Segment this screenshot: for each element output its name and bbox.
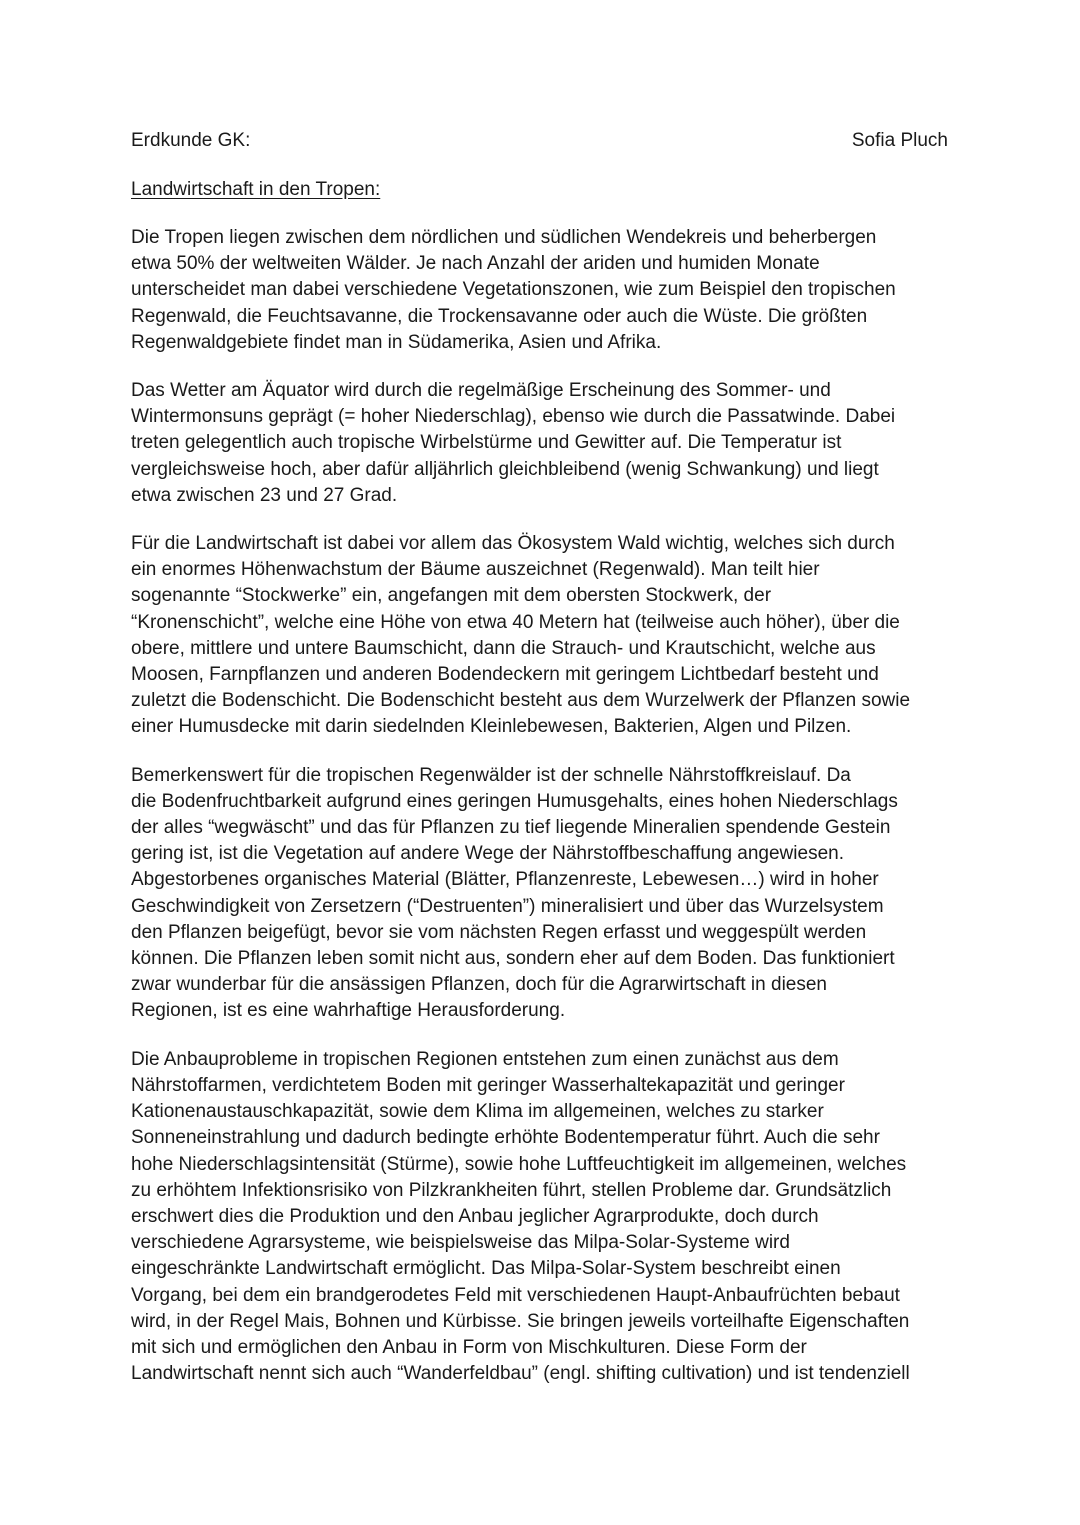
- paragraph-nutrient-cycle: Bemerkenswert für die tropischen Regenwälder ist der schnelle Nährstoffkreislauf. Da die Bodenfruchtbarkeit aufgrund eines geringen Humusgehalts, eines hohen Niederschlags der alles “wegwäscht” und das für Pflanzen zu tief liegende Mineralien spendende Gestein gering ist, ist die Vegetation auf andere Wege der Nährstoffbeschaffung angewiesen. Abgestorbenes organisches Material (Blätter, Pflanzenreste, Lebewesen…) wird in hoher Geschwindigkeit von Zersetzern (“Destruenten”) mineralisiert und über das Wurzelsystem den Pflanzen beigefügt, bevor sie vom nächsten Regen erfasst und weggespült werden können. Die Pflanzen leben somit nicht aus, sondern eher auf dem Boden. Das funktioniert zwar wunderbar für die ansässigen Pflanzen, doch für die Agrarwirtschaft in diesen Regionen, ist es eine wahrhaftige Herausforderung.: [131, 764, 898, 1022]
- paragraph-cultivation-problems: Die Anbauprobleme in tropischen Regionen entstehen zum einen zunächst aus dem Nährstoffarmen, verdichtetem Boden mit geringer Wasserhaltekapazität und geringer Kationenaustauschkapazität, sowie dem Klima im allgemeinen, welches zu starker Sonneneinstrahlung und dadurch bedingte erhöhte Bodentemperatur führt. Auch die sehr hohe Niederschlagsintensität (Stürme), sowie hohe Luftfeuchtigkeit im allgemeinen, welches zu erhöhtem Infektionsrisiko von Pilzkrankheiten führt, stellen Probleme dar. Grundsätzlich erschwert dies die Produktion und den Anbau jeglicher Agrarprodukte, doch durch verschiedene Agrarsysteme, wie beispielsweise das Milpa-Solar-Systeme wird eingeschränkte Landwirtschaft ermöglicht. Das Milpa-Solar-System beschreibt einen Vorgang, bei dem ein brandgerodetes Feld mit verschiedenen Haupt-Anbaufrüchten bebaut wird, in der Regel Mais, Bohnen und Kürbisse. Sie bringen jeweils vorteilhafte Eigenschaften mit sich und ermöglichen den Anbau in Form von Mischkulturen. Diese Form der Landwirtschaft nennt sich auch “Wanderfeldbau” (engl. shifting cultivation) und ist tendenziell: [131, 1048, 910, 1385]
- document-page: [131, 128, 948, 1387]
- paragraph-forest-ecosystem: Für die Landwirtschaft ist dabei vor allem das Ökosystem Wald wichtig, welches sich durch ein enormes Höhenwachstum der Bäume auszeichnet (Regenwald). Man teilt hier sogenannte “Stockwerke” ein, angefangen mit dem obersten Stockwerk, der “Kronenschicht”, welche eine Höhe von etwa 40 Metern hat (teilweise auch höher), über die obere, mittlere und untere Baumschicht, dann die Strauch- und Krautschicht, welche aus Moosen, Farnpflanzen und anderen Bodendeckern mit geringem Lichtbedarf besteht und zuletzt die Bodenschicht. Die Bodenschicht besteht aus dem Wurzelwerk der Pflanzen sowie einer Humusdecke mit darin siedelnden Kleinlebewesen, Bakterien, Algen und Pilzen.: [131, 533, 911, 738]
- document-header: [131, 128, 948, 154]
- document-title: Landwirtschaft in den Tropen:: [131, 179, 381, 200]
- author-name: Sofia Pluch: [851, 130, 948, 151]
- course-label: Erdkunde GK:: [131, 130, 251, 151]
- paragraph-weather: Das Wetter am Äquator wird durch die regelmäßige Erscheinung des Sommer- und Wintermonsuns geprägt (= hoher Niederschlag), ebenso wie durch die Passatwinde. Dabei treten gelegentlich auch tropische Wirbelstürme und Gewitter auf. Die Temperatur ist vergleichsweise hoch, aber dafür alljährlich gleichbleibend (wenig Schwankung) und liegt etwa zwischen 23 und 27 Grad.: [131, 380, 896, 506]
- paragraph-tropics-overview: Die Tropen liegen zwischen dem nördlichen und südlichen Wendekreis und beherbergen etwa 50% der weltweiten Wälder. Je nach Anzahl der ariden und humiden Monate unterscheidet man dabei verschiedene Vegetationszonen, wie zum Beispiel den tropischen Regenwald, die Feuchtsavanne, die Trockensavanne oder auch die Wüste. Die größten Regenwaldgebiete findet man in Südamerika, Asien und Afrika.: [131, 227, 896, 353]
